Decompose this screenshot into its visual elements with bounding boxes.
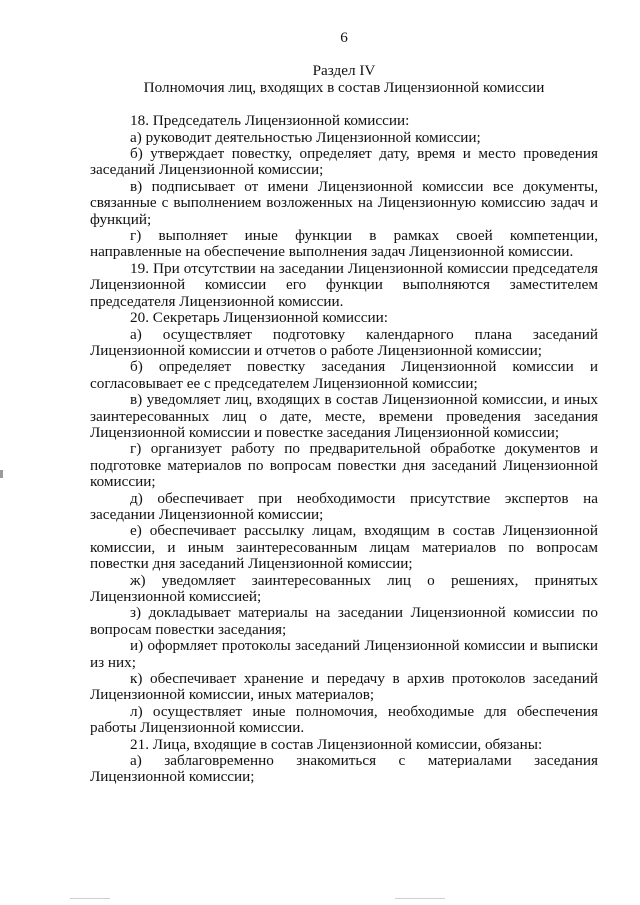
paragraph-18-b: б) утверждает повестку, определяет дату, время и место проведения заседаний Лицензионной комиссии; [90, 145, 598, 179]
paragraph-20-zh: ж) уведомляет заинтересованных лиц о решениях, принятых Лицензионной комиссией; [90, 571, 598, 605]
paragraph-20-b: б) определяет повестку заседания Лицензионной комиссии и согласовывает ее с председателем Лицензионной комиссии; [90, 358, 598, 392]
scan-edge-mark [0, 470, 3, 478]
paragraph-20-i: и) оформляет протоколы заседаний Лицензионной комиссии и выписки из них; [90, 637, 598, 671]
scan-artifact [395, 898, 445, 899]
paragraph-18-g: г) выполняет иные функции в рамках своей компетенции, направленные на обеспечение выполнения задач Лицензионной комиссии. [90, 227, 598, 261]
paragraph-20-v: в) уведомляет лиц, входящих в состав Лицензионной комиссии, и иных заинтересованных лиц о дате, месте, времени проведения заседания Лицензионной комиссии и повестке заседания Лицензионной комиссии; [90, 391, 598, 441]
paragraph-20-heading: 20. Секретарь Лицензионной комиссии: [130, 309, 388, 327]
page-number: 6 [340, 29, 348, 46]
paragraph-19: 19. При отсутствии на заседании Лицензионной комиссии председателя Лицензионной комиссии его функции выполняются заместителем председателя Лицензионной комиссии. [90, 259, 598, 310]
paragraph-20-g: г) организует работу по предварительной обработке документов и подготовке материалов по вопросам повестки дня заседаний Лицензионной комиссии; [90, 440, 598, 491]
scan-artifact [70, 898, 110, 899]
document-body [90, 113, 598, 786]
paragraph-21-heading: 21. Лица, входящие в состав Лицензионной комиссии, обязаны: [130, 735, 543, 753]
document-page [90, 30, 598, 786]
paragraph-18-heading: 18. Председатель Лицензионной комиссии: [130, 112, 410, 130]
paragraph-20-z: з) докладывает материалы на заседании Лицензионной комиссии по вопросам повестки заседания; [90, 604, 598, 638]
paragraph-20-d: д) обеспечивает при необходимости присутствие экспертов на заседании Лицензионной комиссии; [90, 489, 598, 523]
paragraph-21-a: а) заблаговременно знакомиться с материалами заседания Лицензионной комиссии; [90, 752, 598, 786]
paragraph-18-a: а) руководит деятельностью Лицензионной комиссии; [130, 128, 481, 146]
paragraph-20-a: а) осуществляет подготовку календарного плана заседаний Лицензионной комиссии и отчетов о работе Лицензионной комиссии; [90, 325, 598, 359]
paragraph-20-k: к) обеспечивает хранение и передачу в архив протоколов заседаний Лицензионной комиссии, иных материалов; [90, 670, 598, 704]
section-subtitle: Полномочия лиц, входящих в состав Лицензионной комиссии [143, 78, 545, 96]
paragraph-18-v: в) подписывает от имени Лицензионной комиссии все документы, связанные с выполнением возложенных на Лицензионную комиссию задач и функций; [90, 177, 598, 228]
section-title: Раздел IV [312, 62, 376, 80]
paragraph-20-l: л) осуществляет иные полномочия, необходимые для обеспечения работы Лицензионной комиссии. [90, 702, 598, 737]
paragraph-20-e: е) обеспечивает рассылку лицам, входящим в состав Лицензионной комиссии, и иным заинтересованным лицам материалов по вопросам повестки дня заседаний Лицензионной комиссии; [90, 522, 598, 573]
